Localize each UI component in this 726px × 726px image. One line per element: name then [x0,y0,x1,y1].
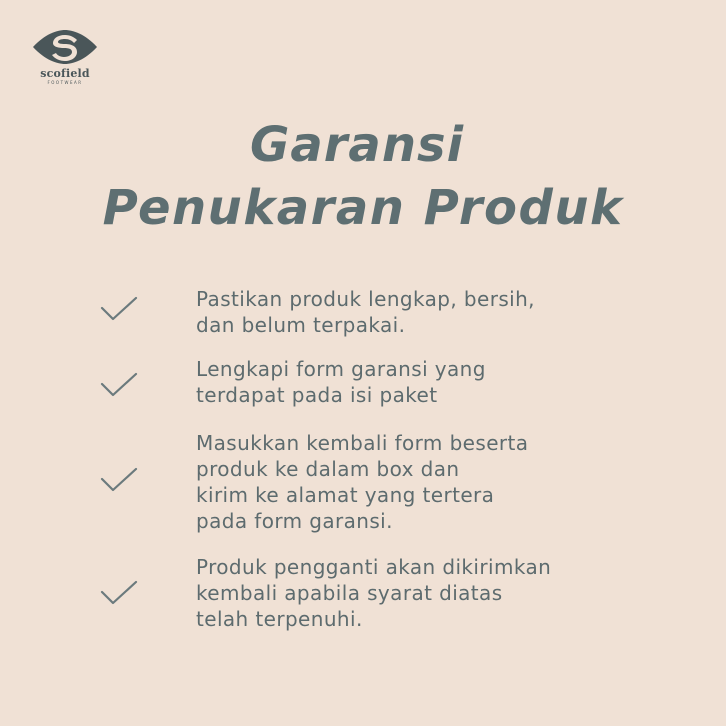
item-line: Produk pengganti akan dikirimkan [196,555,552,579]
item-line: telah terpenuhi. [196,607,363,631]
brand-tagline: FOOTWEAR [47,80,83,85]
item-line: dan belum terpakai. [196,313,406,337]
item-text [196,430,676,534]
item-line: kirim ke alamat yang tertera [196,483,495,507]
item-line: Pastikan produk lengkap, bersih, [196,287,535,311]
check-icon [100,371,138,399]
check-icon [100,579,138,607]
item-line: produk ke dalam box dan [196,457,460,481]
page-title-line-2: Penukaran Produk [102,180,624,236]
brand-name: scofield [40,67,90,80]
item-text [196,286,676,338]
item-line: Masukkan kembali form beserta [196,431,529,455]
check-icon [100,466,138,494]
item-text [196,554,676,632]
item-line: Lengkapi form garansi yang [196,357,486,381]
item-line: terdapat pada isi paket [196,383,438,407]
swirl-eye-logo-icon [31,28,99,66]
brand-logo [30,28,100,85]
item-text [196,356,676,408]
item-line: kembali apabila syarat diatas [196,581,503,605]
item-line: pada form garansi. [196,509,393,533]
check-icon [100,295,138,323]
page-title-line-1: Garansi [249,117,465,173]
